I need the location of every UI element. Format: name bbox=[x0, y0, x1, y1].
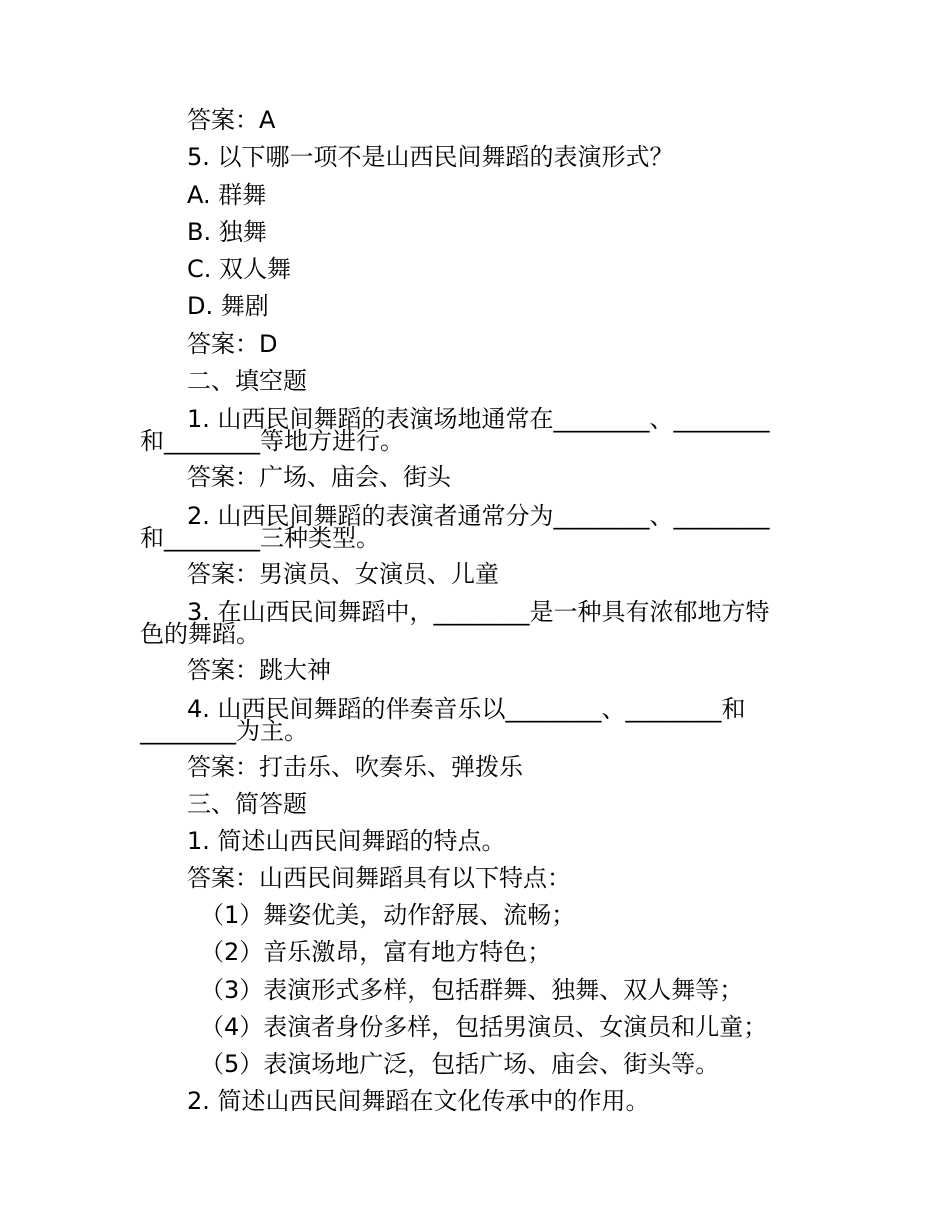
fill-question-2-line-2: 和________三种类型。 bbox=[140, 524, 380, 552]
option-c: C. 双人舞 bbox=[187, 255, 292, 283]
option-b: B. 独舞 bbox=[187, 218, 267, 246]
fill-question-2-line-1: 2. 山西民间舞蹈的表演者通常分为________、________ bbox=[187, 502, 770, 530]
question-5: 5. 以下哪一项不是山西民间舞蹈的表演形式？ bbox=[187, 143, 674, 171]
answer-line: 答案：跳大神 bbox=[187, 656, 331, 684]
fill-question-4-line-2: ________为主。 bbox=[140, 717, 308, 745]
answer-line: 答案：男演员、女演员、儿童 bbox=[187, 560, 499, 588]
answer-point-3: （3）表演形式多样，包括群舞、独舞、双人舞等； bbox=[200, 976, 744, 1004]
answer-point-2: （2）音乐激昂，富有地方特色； bbox=[200, 938, 552, 966]
short-question-1: 1. 简述山西民间舞蹈的特点。 bbox=[187, 827, 506, 855]
short-question-2: 2. 简述山西民间舞蹈在文化传承中的作用。 bbox=[187, 1087, 650, 1115]
section-heading-short-answer: 三、简答题 bbox=[187, 790, 307, 818]
option-d: D. 舞剧 bbox=[187, 292, 269, 320]
answer-line: 答案：打击乐、吹奏乐、弹拨乐 bbox=[187, 753, 523, 781]
answer-point-5: （5）表演场地广泛，包括广场、庙会、街头等。 bbox=[200, 1050, 720, 1078]
answer-line: 答案：广场、庙会、街头 bbox=[187, 463, 451, 491]
answer-line: 答案：A bbox=[187, 106, 276, 134]
option-a: A. 群舞 bbox=[187, 181, 267, 209]
answer-line: 答案：D bbox=[187, 330, 278, 358]
section-heading-fill-blank: 二、填空题 bbox=[187, 367, 307, 395]
fill-question-4-line-1: 4. 山西民间舞蹈的伴奏音乐以________、________和 bbox=[187, 695, 746, 723]
fill-question-1-line-2: 和________等地方进行。 bbox=[140, 427, 404, 455]
answer-line: 答案：山西民间舞蹈具有以下特点： bbox=[187, 864, 571, 892]
answer-point-1: （1）舞姿优美，动作舒展、流畅； bbox=[200, 901, 576, 929]
answer-point-4: （4）表演者身份多样，包括男演员、女演员和儿童； bbox=[200, 1013, 768, 1041]
fill-question-1-line-1: 1. 山西民间舞蹈的表演场地通常在________、________ bbox=[187, 405, 770, 433]
fill-question-3-line-2: 色的舞蹈。 bbox=[140, 620, 260, 648]
fill-question-3-line-1: 3. 在山西民间舞蹈中，________是一种具有浓郁地方特 bbox=[187, 598, 770, 626]
